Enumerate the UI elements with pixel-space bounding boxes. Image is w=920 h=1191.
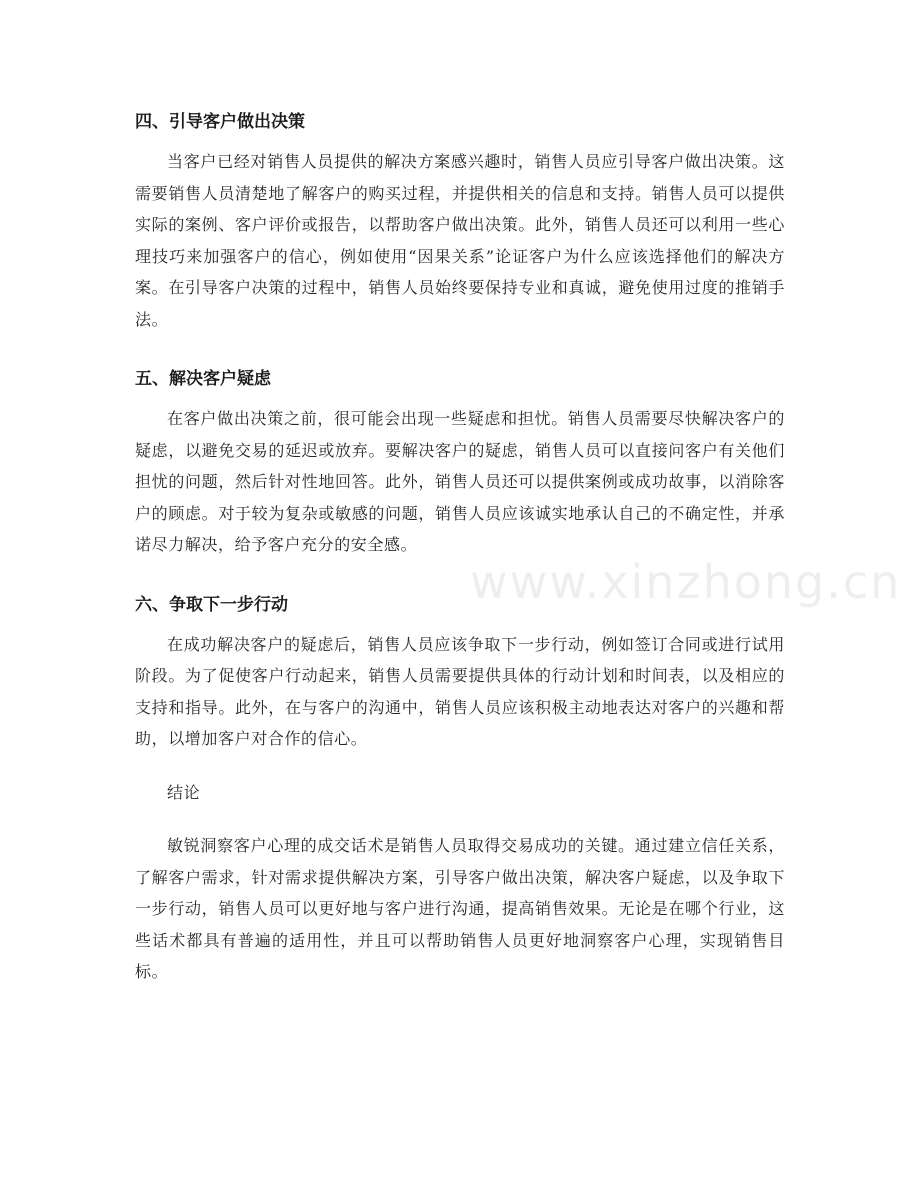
conclusion-paragraph: 敏锐洞察客户心理的成交话术是销售人员取得交易成功的关键。通过建立信任关系，了解客户需求，针对需求提供解决方案，引导客户做出决策，解决客户疑虑，以及争取下一步行动，销售人员可以更好地与客户进行沟通，提高销售效果。无论是在哪个行业，这些话术都具有普遍的适用性，并且可以帮助销售人员更好地洞察客户心理，实现销售目标。 xyxy=(135,836,785,981)
section-heading-4: 四、引导客户做出决策 xyxy=(135,112,305,132)
conclusion-label: 结论 xyxy=(167,782,201,802)
section-heading-5: 五、解决客户疑虑 xyxy=(135,369,271,389)
section-paragraph-6: 在成功解决客户的疑虑后，销售人员应该争取下一步行动，例如签订合同或进行试用阶段。为了促使客户行动起来，销售人员需要提供具体的行动计划和时间表，以及相应的支持和指导。此外，在与客户的沟通中，销售人员应该积极主动地表达对客户的兴趣和帮助，以增加客户对合作的信心。 xyxy=(135,634,785,748)
section-paragraph-4: 当客户已经对销售人员提供的解决方案感兴趣时，销售人员应引导客户做出决策。这需要销售人员清楚地了解客户的购买过程，并提供相关的信息和支持。销售人员可以提供实际的案例、客户评价或报告，以帮助客户做出决策。此外，销售人员还可以利用一些心理技巧来加强客户的信心，例如使用“因果关系”论证客户为什么应该选择他们的解决方案。在引导客户决策的过程中，销售人员始终要保持专业和真诚，避免使用过度的推销手法。 xyxy=(135,152,785,329)
watermark: www.xinzhong.cn xyxy=(470,555,902,609)
section-paragraph-5: 在客户做出决策之前，很可能会出现一些疑虑和担忧。销售人员需要尽快解决客户的疑虑，以避免交易的延迟或放弃。要解决客户的疑虑，销售人员可以直接问客户有关他们担忧的问题，然后针对性地回答。此外，销售人员还可以提供案例或成功故事，以消除客户的顾虑。对于较为复杂或敏感的问题，销售人员应该诚实地承认自己的不确定性，并承诺尽力解决，给予客户充分的安全感。 xyxy=(135,409,785,554)
document-body xyxy=(135,100,785,1010)
section-heading-6: 六、争取下一步行动 xyxy=(135,594,288,615)
